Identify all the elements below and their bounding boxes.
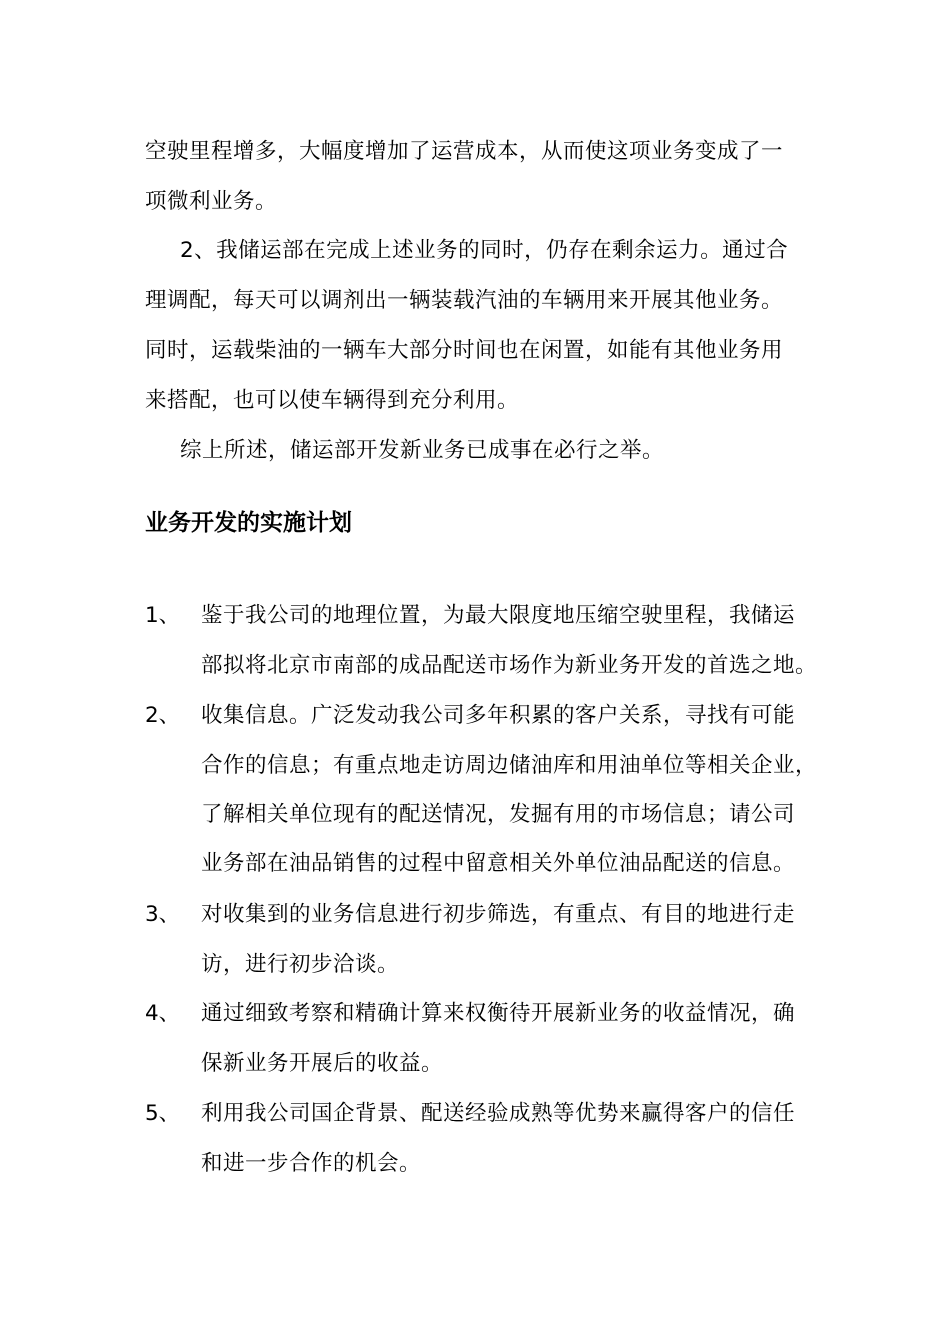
list-item-number: 3、 (145, 902, 181, 927)
list-item-number: 5、 (145, 1101, 181, 1126)
paragraph-line: 同时，运载柴油的一辆车大部分时间也在闲置，如能有其他业务用 (145, 338, 784, 363)
list-item-number: 4、 (145, 1001, 181, 1026)
section-heading: 业务开发的实施计划 (145, 510, 352, 536)
paragraph-line: 2、我储运部在完成上述业务的同时，仍存在剩余运力。通过合 (180, 238, 789, 263)
list-item-number: 1、 (145, 603, 181, 628)
list-item-line: 了解相关单位现有的配送情况，发掘有用的市场信息；请公司 (201, 802, 796, 827)
paragraph-line: 理调配，每天可以调剂出一辆装载汽油的车辆用来开展其他业务。 (145, 288, 784, 313)
list-item-line: 对收集到的业务信息进行初步筛选，有重点、有目的地进行走 (201, 902, 796, 927)
list-item-line: 部拟将北京市南部的成品配送市场作为新业务开发的首选之地。 (201, 653, 818, 678)
list-item-line: 鉴于我公司的地理位置，为最大限度地压缩空驶里程，我储运 (201, 603, 796, 628)
list-item-line: 合作的信息；有重点地走访周边储油库和用油单位等相关企业， (201, 753, 818, 778)
list-item-line: 访，进行初步洽谈。 (201, 952, 400, 977)
paragraph-line: 来搭配，也可以使车辆得到充分利用。 (145, 388, 520, 413)
paragraph-line: 空驶里程增多，大幅度增加了运营成本，从而使这项业务变成了一 (145, 139, 784, 164)
list-item-line: 通过细致考察和精确计算来权衡待开展新业务的收益情况，确 (201, 1001, 796, 1026)
paragraph-line: 综上所述，储运部开发新业务已成事在必行之举。 (180, 438, 665, 463)
list-item-line: 和进一步合作的机会。 (201, 1151, 422, 1176)
list-item-number: 2、 (145, 703, 181, 728)
list-item-line: 利用我公司国企背景、配送经验成熟等优势来赢得客户的信任 (201, 1101, 796, 1126)
list-item-line: 收集信息。广泛发动我公司多年积累的客户关系，寻找有可能 (201, 703, 796, 728)
list-item-line: 业务部在油品销售的过程中留意相关外单位油品配送的信息。 (201, 851, 796, 876)
paragraph-line: 项微利业务。 (145, 189, 278, 214)
list-item-line: 保新业务开展后的收益。 (201, 1051, 444, 1076)
